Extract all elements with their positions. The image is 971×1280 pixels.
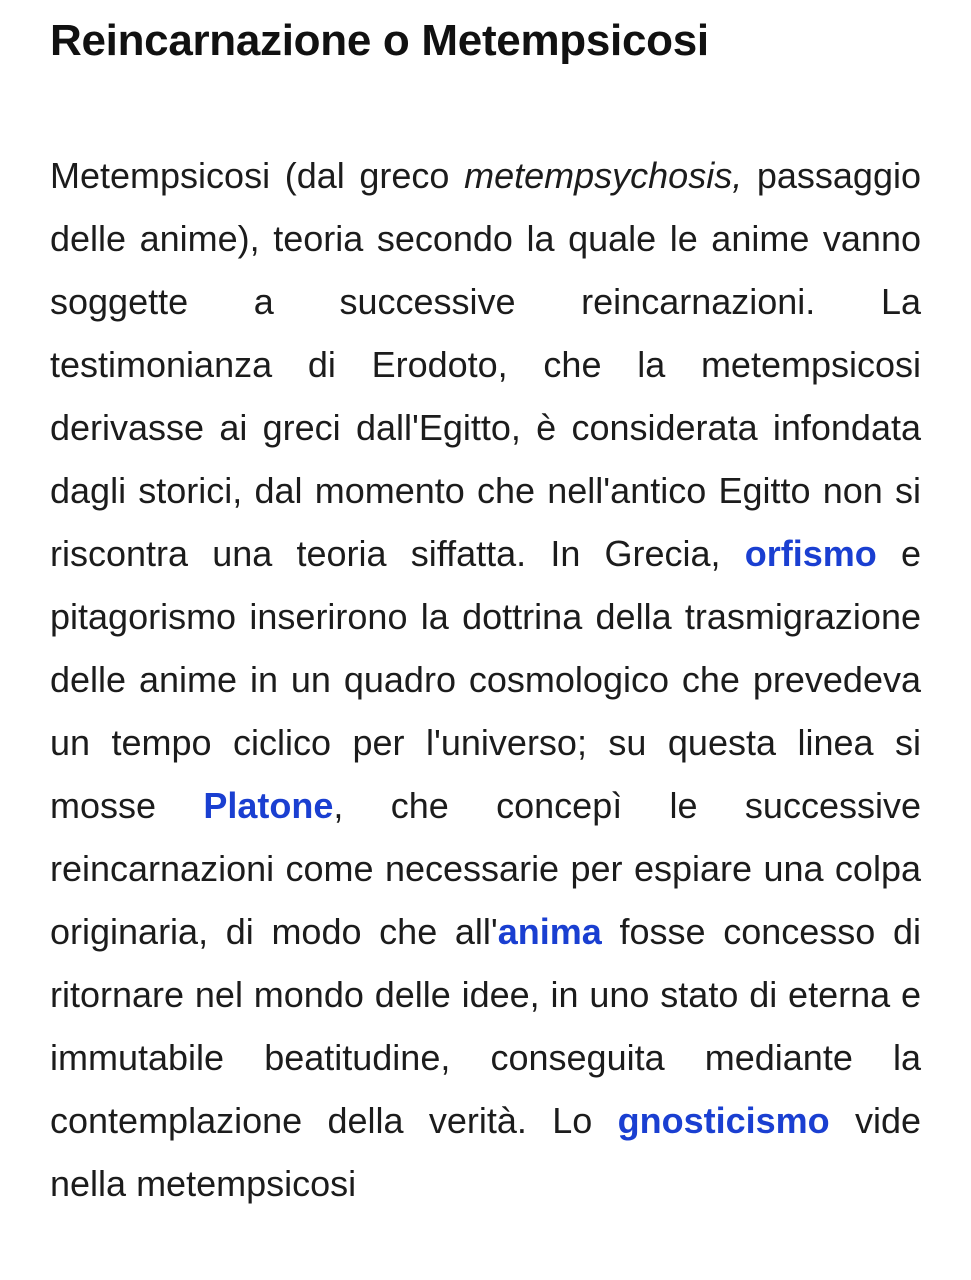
paragraph-text: e pitagorismo inserirono la dottrina della trasmigrazione delle anime in un quadro cosmologico che prevedeva un tempo ciclico per l'universo; su questa linea si mosse <box>50 533 921 826</box>
link-orfismo[interactable]: orfismo <box>744 533 877 574</box>
paragraph-text: fosse concesso di ritornare nel mondo delle idee, in uno stato di eterna e immutabile beatitudine, conseguita mediante la contemplazione della verità. Lo <box>50 911 921 1141</box>
link-platone[interactable]: Platone <box>203 785 334 826</box>
paragraph-text: , che concepì le successive reincarnazioni come necessarie per espiare una colpa originaria, di modo che all' <box>50 785 921 952</box>
greek-term: metempsychosis, <box>464 155 743 196</box>
link-gnosticismo[interactable]: gnosticismo <box>617 1100 830 1141</box>
page-title: Reincarnazione o Metempsicosi <box>50 16 709 65</box>
paragraph-text: vide nella metempsicosi <box>50 1100 921 1204</box>
paragraph-text: Metempsicosi (dal greco <box>50 155 465 196</box>
paragraph-text: passaggio delle anime), teoria secondo la quale le anime vanno soggette a successive reincarnazioni. La testimonianza di Erodoto, che la metempsicosi derivasse ai greci dall'Egitto, è considerata infondata dagli storici, dal momento che nell'antico Egitto non si riscontra una teoria siffatta. In Grecia, <box>50 155 921 574</box>
article-paragraph <box>50 144 921 1215</box>
link-anima[interactable]: anima <box>497 911 602 952</box>
